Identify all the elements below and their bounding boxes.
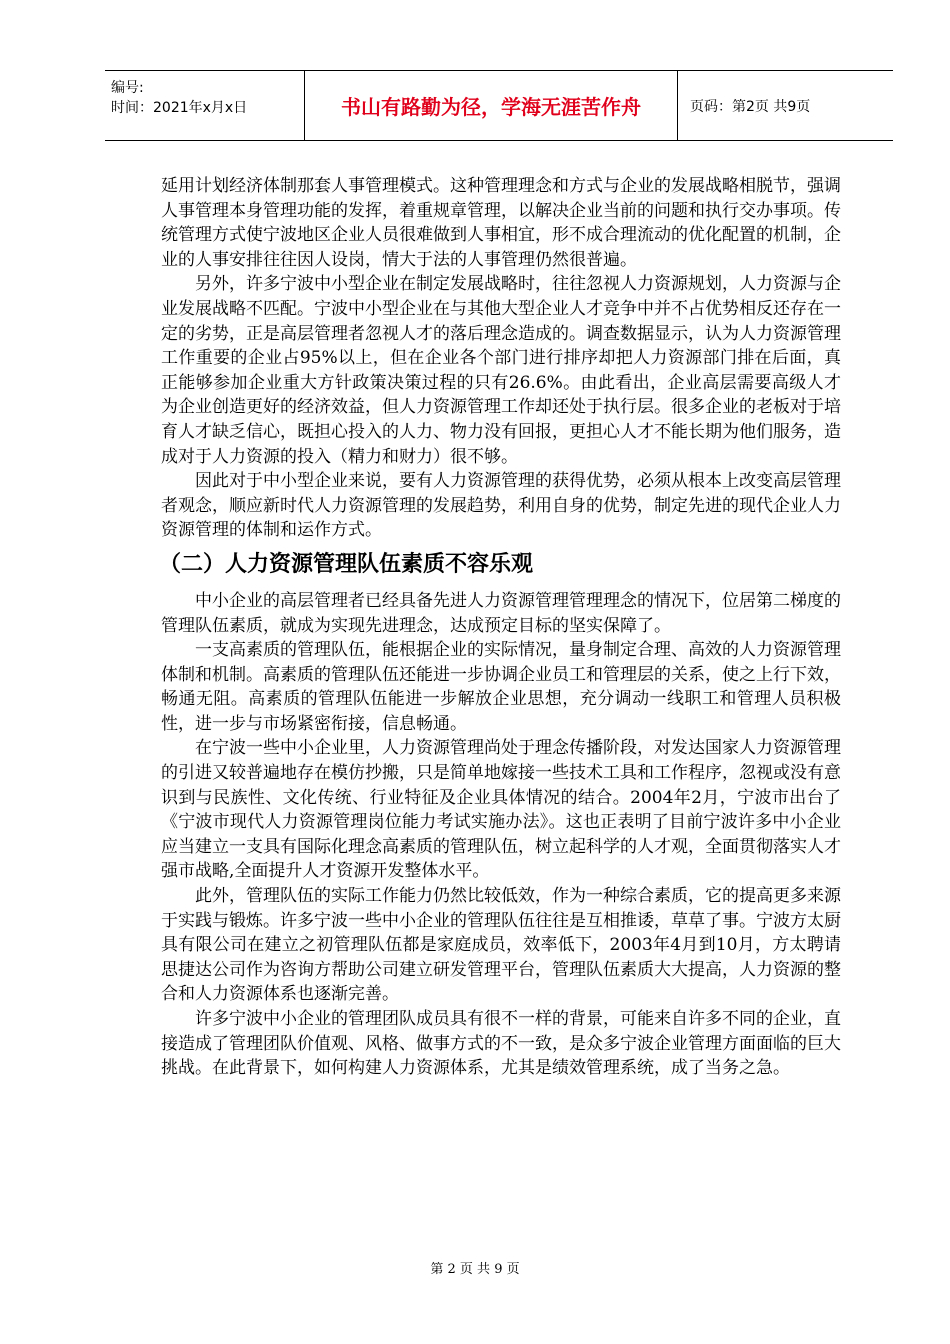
paragraph: 此外，管理队伍的实际工作能力仍然比较低效，作为一种综合素质，它的提高更多来源于实践与锻炼。许多宁波一些中小企业的管理队伍往往是互相推诿，草草了事。宁波方太厨具有限公司在建立之初管理队伍都是家庭成员，效率低下，2003年4月到10月，方太聘请思捷达公司作为咨询方帮助公司建立研发管理平台，管理队伍素质大大提高，人力资源的整合和人力资源体系也逐渐完善。 xyxy=(161,886,841,1005)
header-meta xyxy=(105,71,305,140)
header-page-number: 页码：第2页 共9页 xyxy=(690,98,811,115)
doc-number-label: 编号: xyxy=(111,80,144,96)
paragraph: 在宁波一些中小企业里，人力资源管理尚处于理念传播阶段，对发达国家人力资源管理的引进又较普遍地存在模仿抄搬，只是简单地嫁接一些技术工具和工作程序，忽视或没有意识到与民族性、文化传统、行业特征及企业具体情况的结合。2004年2月，宁波市出台了《宁波市现代人力资源管理岗位能力考试实施办法》。这也正表明了目前宁波许多中小企业应当建立一支具有国际化理念高素质的管理队伍，树立起科学的人才观，全面贯彻落实人才强市战略,全面提升人才资源开发整体水平。 xyxy=(161,738,841,882)
page-footer: 第 2 页 共 9 页 xyxy=(430,1262,520,1277)
paragraph: 中小企业的高层管理者已经具备先进人力资源管理管理理念的情况下，位居第二梯度的管理队伍素质，就成为实现先进理念，达成预定目标的坚实保障了。 xyxy=(161,590,841,636)
paragraph: 另外，许多宁波中小型企业在制定发展战略时，往往忽视人力资源规划，人力资源与企业发展战略不匹配。宁波中小型企业在与其他大型企业人才竞争中并不占优势相反还存在一定的劣势，正是高层管理者忽视人才的落后理念造成的。调查数据显示，认为人力资源管理工作重要的企业占95%以上，但在企业各个部门进行排序却把人力资源部门排在后面，真正能够参加企业重大方针政策决策过程的只有26.6%。由此看出，企业高层需要高级人才为企业创造更好的经济效益，但人力资源管理工作却还处于执行层。很多企业的老板对于培育人才缺乏信心，既担心投入的人力、物力没有回报，更担心人才不能长期为他们服务，造成对于人力资源的投入（精力和财力）很不够。 xyxy=(161,274,841,467)
document-body xyxy=(161,174,841,1081)
page-header xyxy=(105,70,893,141)
doc-date-label: 时间：2021年x月x日 xyxy=(111,100,248,116)
paragraph-continued: 延用计划经济体制那套人事管理模式。这种管理理念和方式与企业的发展战略相脱节，强调人事管理本身管理功能的发挥，着重规章管理，以解决企业当前的问题和执行交办事项。传统管理方式使宁波地区企业人员很难做到人事相宜，形不成合理流动的优化配置的机制，企业的人事安排往往因人设岗，情大于法的人事管理仍然很普遍。 xyxy=(161,176,841,270)
paragraph: 因此对于中小型企业来说，要有人力资源管理的获得优势，必须从根本上改变高层管理者观念，顺应新时代人力资源管理的发展趋势，利用自身的优势，制定先进的现代企业人力资源管理的体制和运作方式。 xyxy=(161,471,841,541)
header-motto: 书山有路勤为径，学海无涯苦作舟 xyxy=(305,71,678,140)
section-heading: （二）人力资源管理队伍素质不容乐观 xyxy=(159,551,534,577)
paragraph: 一支高素质的管理队伍，能根据企业的实际情况，量身制定合理、高效的人力资源管理体制和机制。高素质的管理队伍还能进一步协调企业员工和管理层的关系，使之上行下效，畅通无阻。高素质的管理队伍能进一步解放企业思想，充分调动一线职工和管理人员积极性，进一步与市场紧密衔接，信息畅通。 xyxy=(161,640,841,734)
paragraph: 许多宁波中小企业的管理团队成员具有很不一样的背景，可能来自许多不同的企业，直接造成了管理团队价值观、风格、做事方式的不一致，是众多宁波企业管理方面面临的巨大挑战。在此背景下，如何构建人力资源体系，尤其是绩效管理系统，成了当务之急。 xyxy=(161,1009,841,1079)
